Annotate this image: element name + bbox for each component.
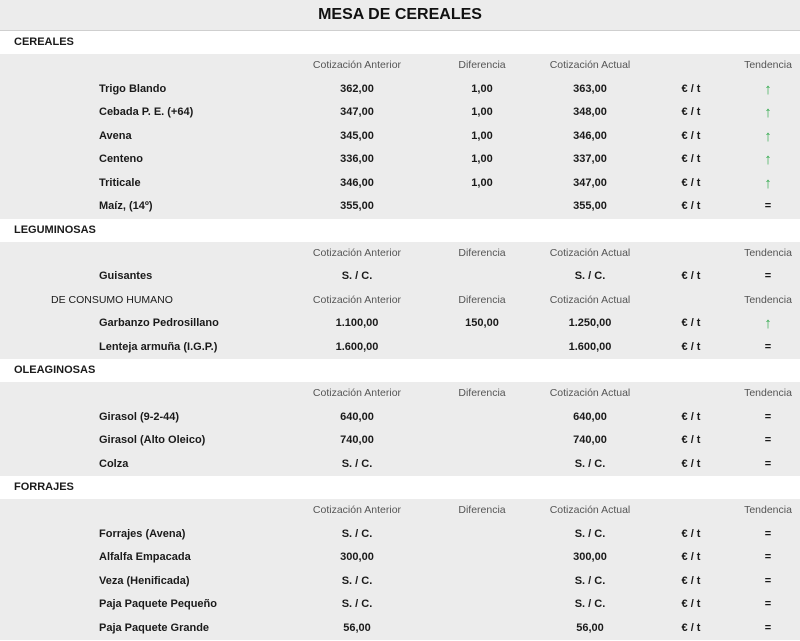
header-diferencia: Diferencia	[458, 504, 506, 516]
table-row	[0, 78, 800, 102]
trend-equal: =	[764, 457, 772, 470]
product-name: Cebada P. E. (+64)	[99, 106, 194, 118]
header-cotizacion-actual: Cotización Actual	[549, 387, 631, 399]
table-row	[0, 406, 800, 430]
diferencia-value: 1,00	[471, 176, 493, 189]
header-diferencia: Diferencia	[458, 246, 506, 259]
product-name: Girasol (9-2-44)	[99, 410, 180, 423]
unit-label: € / t	[681, 200, 701, 212]
diferencia-value: 1,00	[471, 129, 493, 142]
unit-label: € / t	[681, 457, 701, 470]
product-name: Alfalfa Empacada	[99, 551, 191, 563]
cotizacion-anterior-value: 355,00	[340, 200, 374, 212]
column-header-row	[0, 242, 800, 266]
cotizacion-anterior-value: 336,00	[340, 153, 374, 165]
product-name: Girasol (Alto Oleico)	[99, 434, 206, 446]
subheader-label: DE CONSUMO HUMANO	[51, 293, 173, 306]
header-cotizacion-actual: Cotización Actual	[549, 246, 631, 259]
header-cotizacion-anterior: Cotización Anterior	[312, 246, 402, 259]
unit-label: € / t	[681, 340, 701, 353]
cotizacion-actual-value: 1.250,00	[568, 317, 612, 329]
cotizacion-anterior-value: S. / C.	[341, 270, 373, 282]
cotizacion-actual-value: 337,00	[573, 153, 607, 165]
unit-label: € / t	[681, 317, 701, 329]
section-heading: FORRAJES	[0, 476, 800, 499]
unit-label: € / t	[681, 106, 701, 118]
product-name: Paja Paquete Grande	[99, 621, 210, 634]
unit-label: € / t	[681, 410, 701, 423]
product-name: Paja Paquete Pequeño	[99, 598, 217, 610]
arrow-up-icon: ↑	[764, 151, 772, 168]
cotizacion-actual-value: 363,00	[573, 82, 607, 95]
cotizacion-anterior-value: S. / C.	[341, 457, 373, 470]
cotizacion-anterior-value: 347,00	[340, 106, 374, 118]
cotizacion-actual-value: 346,00	[573, 129, 607, 142]
cotizacion-actual-value: 300,00	[573, 551, 607, 563]
trend-equal: =	[764, 434, 772, 446]
cotizacion-anterior-value: 640,00	[340, 410, 374, 423]
trend-equal: =	[764, 574, 772, 587]
unit-label: € / t	[681, 551, 701, 563]
table-row	[0, 453, 800, 477]
unit-label: € / t	[681, 598, 701, 610]
product-name: Guisantes	[99, 270, 153, 282]
diferencia-value: 1,00	[471, 153, 493, 165]
column-header-row	[0, 382, 800, 406]
diferencia-value: 1,00	[471, 82, 493, 95]
header-diferencia: Diferencia	[458, 59, 506, 71]
diferencia-value: 150,00	[465, 317, 499, 329]
column-header-row	[0, 499, 800, 523]
header-cotizacion-anterior: Cotización Anterior	[312, 59, 402, 71]
table-row	[0, 593, 800, 617]
trend-equal: =	[764, 621, 772, 634]
product-name: Lenteja armuña (I.G.P.)	[99, 340, 218, 353]
arrow-up-icon: ↑	[764, 104, 772, 121]
cotizacion-actual-value: S. / C.	[574, 270, 606, 282]
cotizacion-anterior-value: S. / C.	[341, 598, 373, 610]
table-row	[0, 336, 800, 360]
cotizacion-anterior-value: 1.100,00	[335, 317, 379, 329]
trend-equal: =	[764, 340, 772, 353]
cotizacion-actual-value: 56,00	[576, 621, 604, 634]
trend-equal: =	[764, 598, 772, 610]
cotizacion-actual-value: 347,00	[573, 176, 607, 189]
product-name: Forrajes (Avena)	[99, 527, 186, 540]
header-tendencia: Tendencia	[744, 504, 792, 516]
header-cotizacion-actual: Cotización Actual	[549, 504, 631, 516]
trend-equal: =	[764, 410, 772, 423]
header-tendencia: Tendencia	[744, 246, 792, 259]
cotizacion-anterior-value: 362,00	[340, 82, 374, 95]
header-tendencia: Tendencia	[744, 59, 792, 71]
cotizacion-anterior-value: S. / C.	[341, 527, 373, 540]
cotizacion-actual-value: S. / C.	[574, 527, 606, 540]
section-block	[0, 499, 800, 640]
arrow-up-icon: ↑	[764, 315, 772, 332]
trend-equal: =	[764, 527, 772, 540]
cotizacion-actual-value: 348,00	[573, 106, 607, 118]
table-row	[0, 312, 800, 336]
product-name: Colza	[99, 457, 129, 470]
arrow-up-icon: ↑	[764, 80, 772, 98]
header-cotizacion-actual: Cotización Actual	[549, 59, 631, 71]
table-row	[0, 546, 800, 570]
product-name: Trigo Blando	[99, 82, 167, 95]
table-row	[0, 195, 800, 219]
column-header-row	[0, 54, 800, 78]
product-name: Triticale	[99, 176, 141, 189]
trend-equal: =	[764, 200, 772, 212]
section-heading: LEGUMINOSAS	[0, 219, 800, 242]
unit-label: € / t	[681, 153, 701, 165]
table-row	[0, 265, 800, 289]
unit-label: € / t	[681, 574, 701, 587]
cotizacion-anterior-value: 56,00	[343, 621, 371, 634]
table-row	[0, 125, 800, 149]
section-block	[0, 54, 800, 219]
diferencia-value: 1,00	[471, 106, 493, 118]
cotizacion-actual-value: S. / C.	[574, 457, 606, 470]
cotizacion-actual-value: 740,00	[573, 434, 607, 446]
cotizacion-anterior-value: 1.600,00	[335, 340, 379, 353]
cotizacion-anterior-value: 345,00	[340, 129, 374, 142]
header-diferencia: Diferencia	[458, 387, 506, 399]
arrow-up-icon: ↑	[764, 127, 772, 145]
arrow-up-icon: ↑	[764, 174, 772, 192]
header-cotizacion-actual: Cotización Actual	[549, 293, 631, 306]
unit-label: € / t	[681, 129, 701, 142]
section-block	[0, 382, 800, 476]
cotizacion-anterior-value: S. / C.	[341, 574, 373, 587]
table-row	[0, 429, 800, 453]
header-tendencia: Tendencia	[744, 387, 792, 399]
section-block	[0, 242, 800, 360]
section-heading: CEREALES	[0, 31, 800, 54]
table-row	[0, 101, 800, 125]
trend-equal: =	[764, 551, 772, 563]
subheader-row	[0, 289, 800, 313]
cotizacion-anterior-value: 346,00	[340, 176, 374, 189]
section-heading: OLEAGINOSAS	[0, 359, 800, 382]
unit-label: € / t	[681, 434, 701, 446]
unit-label: € / t	[681, 621, 701, 634]
cotizacion-anterior-value: 300,00	[340, 551, 374, 563]
header-diferencia: Diferencia	[458, 293, 506, 306]
header-cotizacion-anterior: Cotización Anterior	[312, 387, 402, 399]
header-cotizacion-anterior: Cotización Anterior	[312, 504, 402, 516]
product-name: Avena	[99, 129, 132, 142]
table-row	[0, 523, 800, 547]
trend-equal: =	[764, 270, 772, 282]
unit-label: € / t	[681, 527, 701, 540]
unit-label: € / t	[681, 82, 701, 95]
table-row	[0, 570, 800, 594]
cotizacion-actual-value: 355,00	[573, 200, 607, 212]
product-name: Centeno	[99, 153, 143, 165]
cotizacion-actual-value: 1.600,00	[568, 340, 612, 353]
product-name: Maíz, (14º)	[99, 200, 153, 212]
cotizacion-actual-value: S. / C.	[574, 574, 606, 587]
price-sections	[0, 31, 800, 640]
table-row	[0, 172, 800, 196]
product-name: Veza (Henificada)	[99, 574, 190, 587]
table-row	[0, 617, 800, 641]
cotizacion-actual-value: 640,00	[573, 410, 607, 423]
unit-label: € / t	[681, 270, 701, 282]
cotizacion-actual-value: S. / C.	[574, 598, 606, 610]
page-title: MESA DE CEREALES	[0, 0, 800, 31]
cotizacion-anterior-value: 740,00	[340, 434, 374, 446]
header-cotizacion-anterior: Cotización Anterior	[312, 293, 402, 306]
unit-label: € / t	[681, 176, 701, 189]
header-tendencia: Tendencia	[744, 293, 792, 306]
product-name: Garbanzo Pedrosillano	[99, 317, 219, 329]
table-row	[0, 148, 800, 172]
